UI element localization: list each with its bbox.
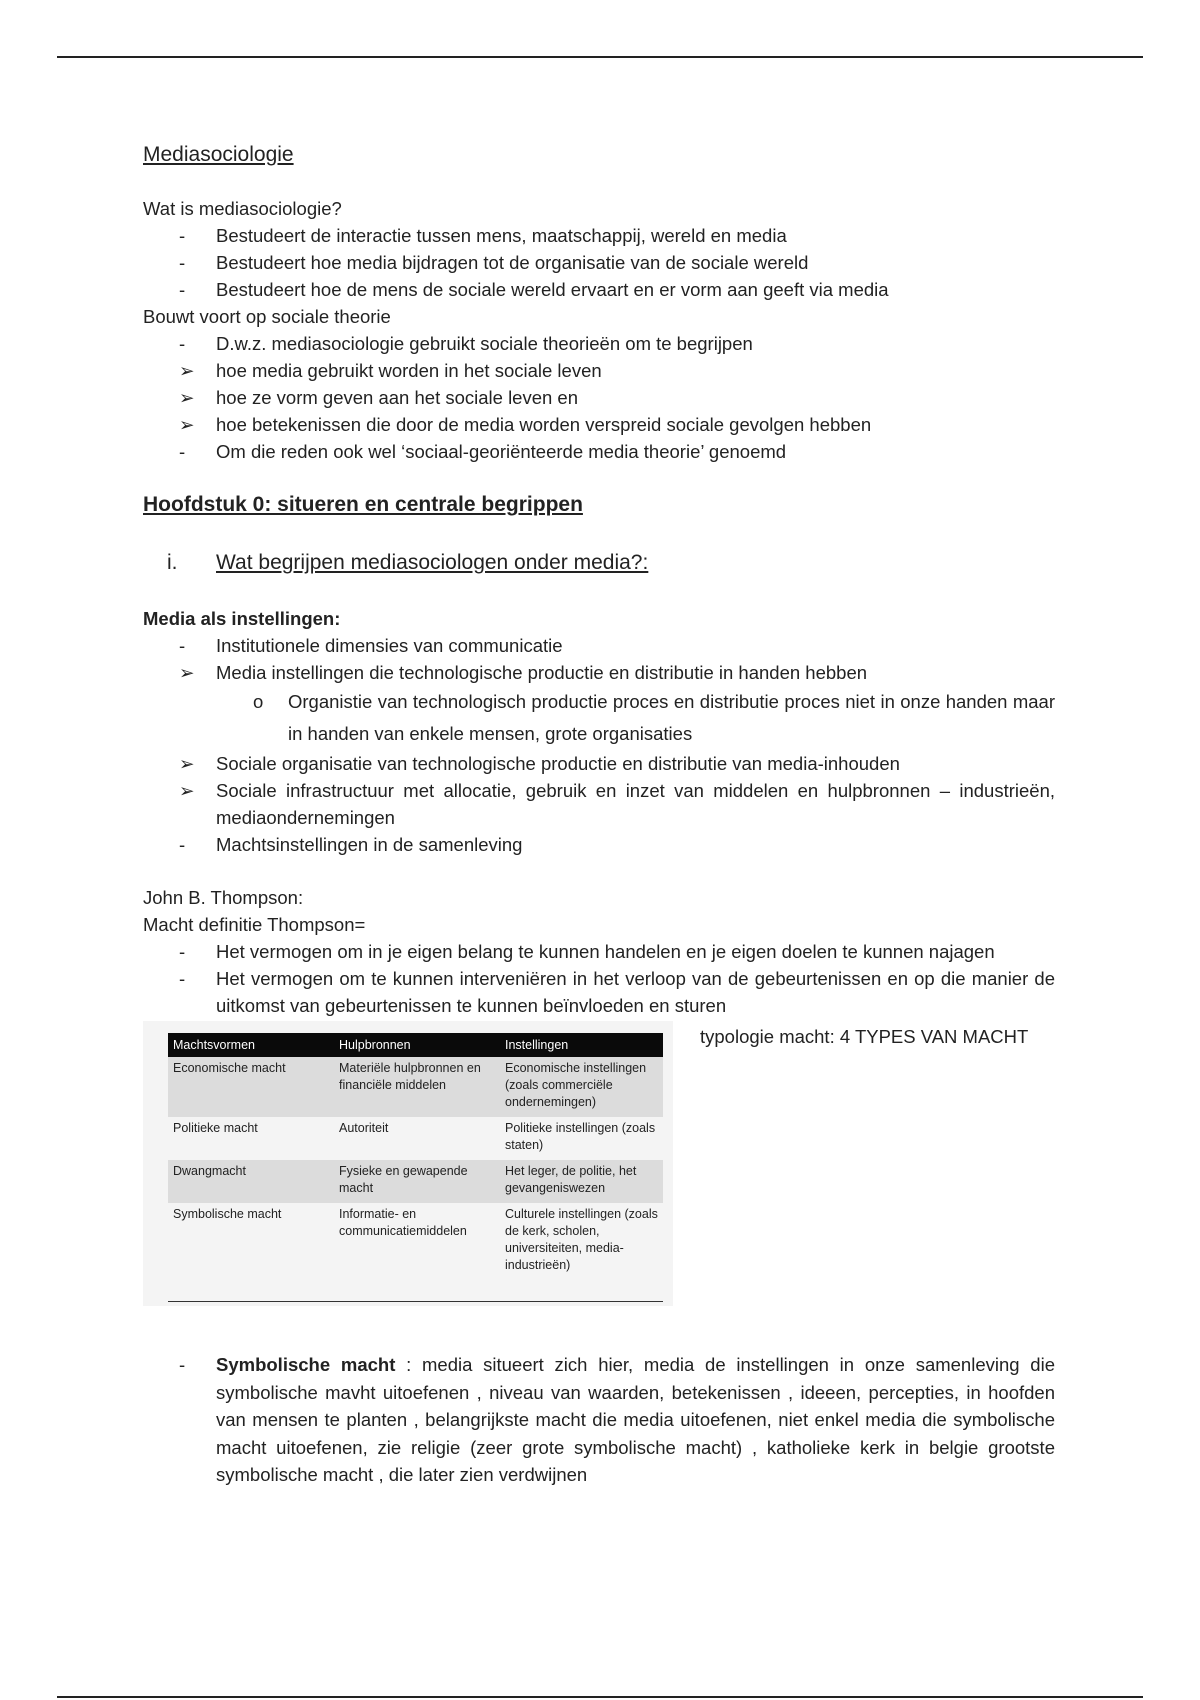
table-header-cell: Machtsvormen [168,1033,334,1057]
dash-bullet: - [179,279,186,300]
list-item: ➢ hoe betekenissen die door de media worden verspreid sociale gevolgen hebben [143,411,1055,438]
table-row [168,1203,663,1280]
table-bottom-rule [168,1301,663,1302]
chapter-heading: Hoofdstuk 0: situeren en centrale begrippen [143,493,583,516]
table-row [168,1057,663,1117]
list-item: ➢ hoe media gebruikt worden in het sociale leven [143,357,1055,384]
table-cell: Informatie- en communicatiemiddelen [339,1207,467,1238]
list-item: ➢ Sociale organisatie van technologische productie en distributie van media-inhouden [143,750,1055,777]
arrow-bullet-icon: ➢ [179,360,195,381]
table-cell: Symbolische macht [173,1207,282,1221]
table-cell: Economische macht [168,1057,334,1117]
symbolic-text: : media situeert zich hier, media de instellingen in onze samenleving die symbolische mavht uitoefenen , niveau van waarden, betekenissen , ideeen, percepties, in hoofden van mensen te planten , belangrijkste macht die media uitoefenen, niet enkel media die symbolische macht uitoefenen, zie religie (zeer grote symbolische macht) , katholieke kerk in belgie grootste symbolische macht , die later zien verdwijnen [216,1354,1055,1485]
circle-bullet: o [253,691,264,712]
intro-dash-list [143,222,1055,303]
table-row [168,1117,663,1160]
section-title: Wat begrijpen mediasociologen onder media?: [216,551,649,574]
power-table [168,1033,663,1280]
dash-bullet: - [179,1354,186,1375]
list-item: - Machtsinstellingen in de samenleving [143,831,1055,858]
power-table-figure [143,1021,1055,1311]
list-item: - Het vermogen om in je eigen belang te kunnen handelen en je eigen doelen te kunnen najagen [143,938,1055,965]
arrow-bullet-icon: ➢ [179,387,195,408]
list-item: - Bestudeert hoe de mens de sociale wereld ervaart en er vorm aan geeft via media [143,276,1055,303]
document-title: Mediasociologie [143,143,294,166]
dash-bullet: - [179,441,186,462]
dash-bullet: - [179,252,186,273]
symbolic-term: Symbolische macht [216,1354,396,1375]
dash-bullet: - [179,834,186,855]
table-cell: Dwangmacht [168,1160,334,1203]
dash-bullet: - [179,333,186,354]
list-item: - D.w.z. mediasociologie gebruikt sociale theorieën om te begrijpen [143,330,1055,357]
document-body [143,143,1055,1489]
table-cell: Economische instellingen (zoals commerciële ondernemingen) [500,1057,663,1117]
builds-on-line: Bouwt voort op sociale theorie [143,306,391,327]
table-row [168,1160,663,1203]
table-cell: Politieke instellingen (zoals staten) [505,1121,656,1152]
list-item: o Organistie van technologisch productie proces en distributie proces niet in onze handen maar in handen van enkele mensen, grote organisaties [143,686,1055,750]
arrow-bullet-icon: ➢ [179,414,195,435]
table-cell: Het leger, de politie, het gevangeniswezen [500,1160,663,1203]
table-cell: Culturele instellingen (zoals de kerk, scholen, universiteiten, media-industrieën) [505,1207,658,1272]
table-header-cell: Instellingen [500,1033,663,1057]
institutions-heading: Media als instellingen: [143,608,341,629]
table-caption: typologie macht: 4 TYPES VAN MACHT [700,1026,1029,1047]
list-item: - Het vermogen om te kunnen interveniëren in het verloop van de gebeurtenissen en op die manier de uitkomst van gebeurtenissen te kunnen beïnvloeden en sturen [143,965,1055,1019]
thompson-name: John B. Thompson: [143,887,304,908]
power-table-image [143,1021,673,1306]
top-rule [57,56,1143,58]
dash-bullet: - [179,941,186,962]
list-item [143,1351,1055,1489]
table-cell: Materiële hulpbronnen en financiële middelen [334,1057,500,1117]
list-item: ➢ hoe ze vorm geven aan het sociale leven en [143,384,1055,411]
intro-question: Wat is mediasociologie? [143,198,342,219]
table-cell: Autoriteit [339,1121,389,1135]
list-item: - Om die reden ook wel ‘sociaal-georiënteerde media theorie’ genoemd [143,438,1055,465]
dash-bullet: - [179,635,186,656]
list-item: ➢ Media instellingen die technologische productie en distributie in handen hebben [143,659,1055,686]
institutions-list [143,632,1055,858]
section-number: i. [167,551,178,574]
list-item: - Bestudeert hoe media bijdragen tot de organisatie van de sociale wereld [143,249,1055,276]
list-item: ➢ Sociale infrastructuur met allocatie, gebruik en inzet van middelen en hulpbronnen – industrieën, mediaondernemingen [143,777,1055,831]
arrow-bullet-icon: ➢ [179,753,195,774]
list-item: - Bestudeert de interactie tussen mens, maatschappij, wereld en media [143,222,1055,249]
dash-bullet: - [179,968,186,989]
table-header-cell: Hulpbronnen [334,1033,500,1057]
arrow-bullet-icon: ➢ [179,780,195,801]
symbolic-power-list [143,1351,1055,1489]
thompson-list [143,938,1055,1019]
bottom-rule [57,1696,1143,1698]
dash-bullet: - [179,225,186,246]
section-heading [143,549,1055,577]
table-header-row [168,1033,663,1057]
list-item: - Institutionele dimensies van communicatie [143,632,1055,659]
table-cell: Politieke macht [173,1121,258,1135]
arrow-bullet-icon: ➢ [179,662,195,683]
thompson-definition: Macht definitie Thompson= [143,914,366,935]
table-cell: Fysieke en gewapende macht [334,1160,500,1203]
theory-list [143,330,1055,465]
